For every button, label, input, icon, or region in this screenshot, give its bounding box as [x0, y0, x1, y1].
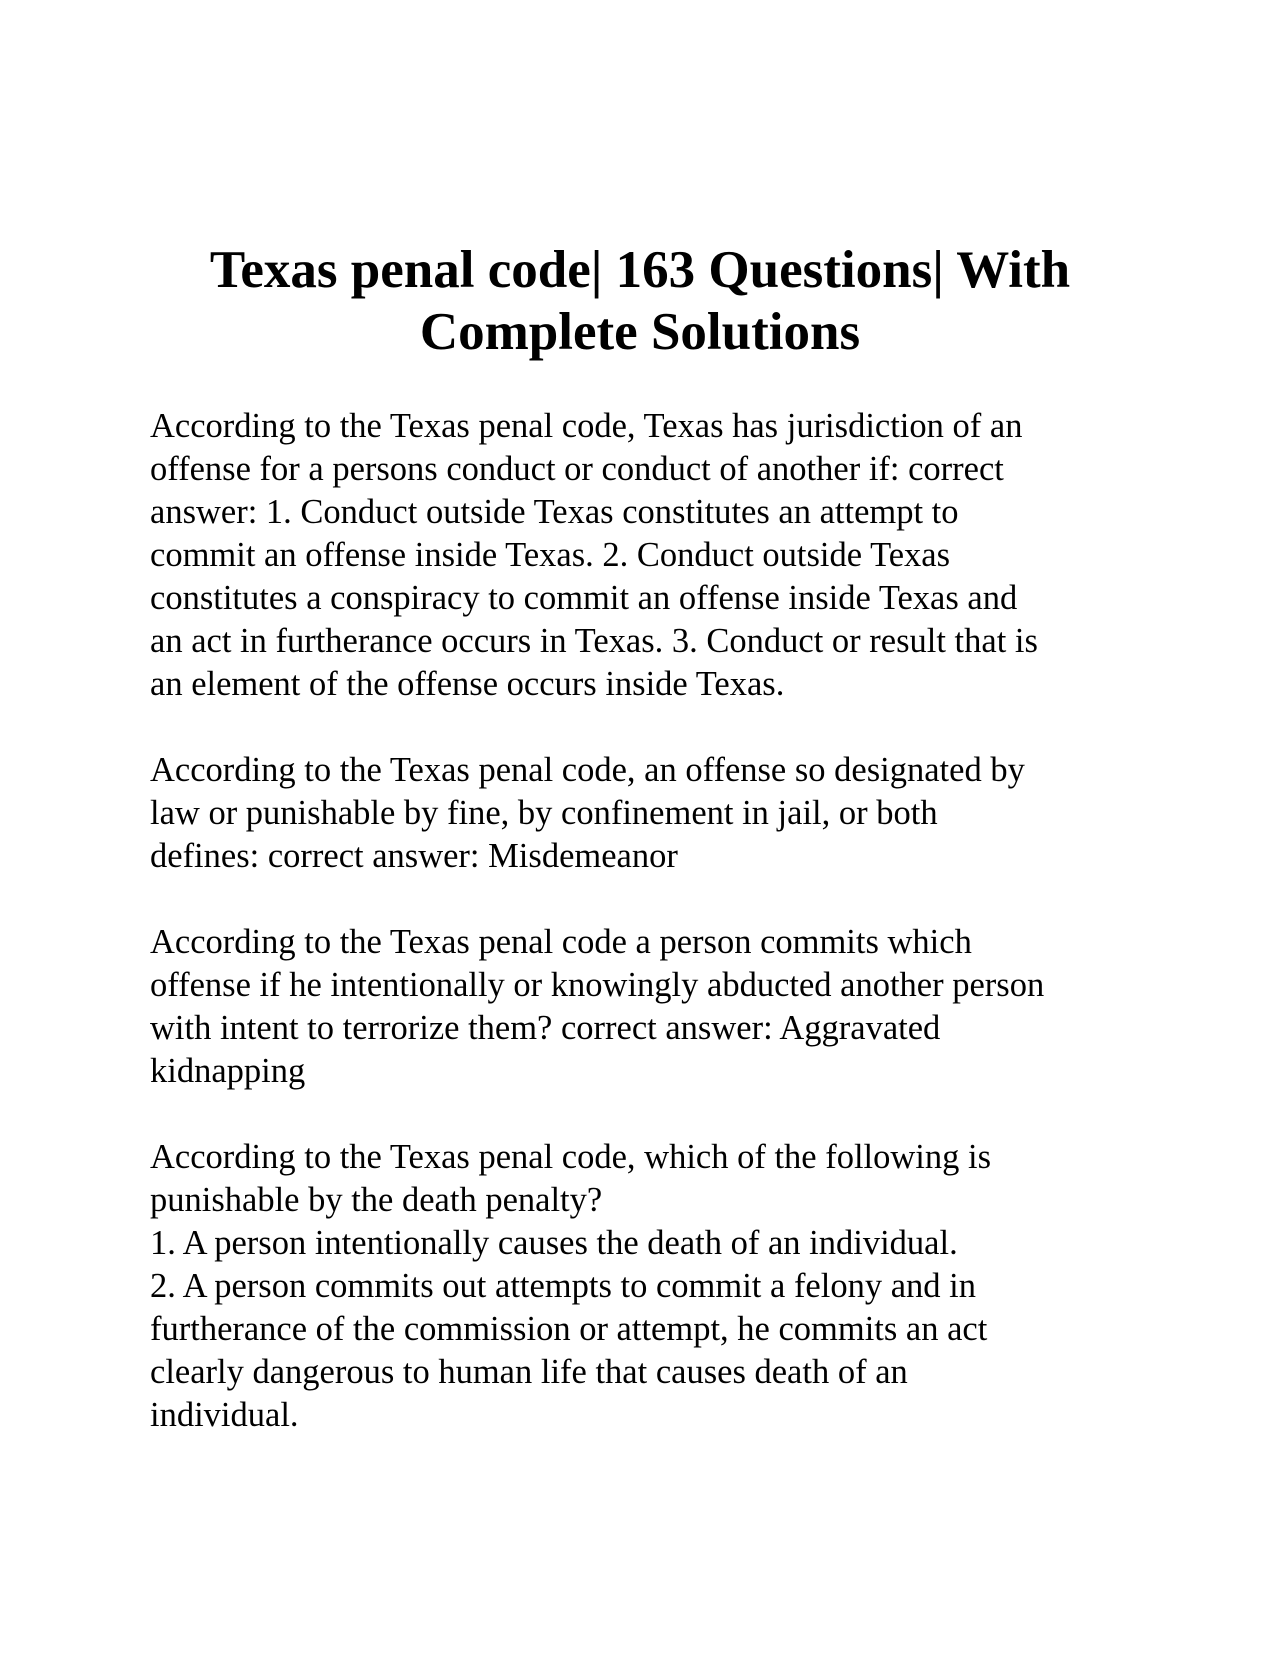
text-line: with intent to terrorize them? correct answer: Aggravated	[150, 1009, 941, 1047]
text-line: constitutes a conspiracy to commit an offense inside Texas and	[150, 579, 1018, 617]
text-line: According to the Texas penal code a person commits which	[150, 923, 972, 961]
title-line: Texas penal code| 163 Questions| With	[209, 241, 1071, 299]
text-line: 1. A person intentionally causes the death of an individual.	[150, 1224, 958, 1262]
text-line: kidnapping	[150, 1052, 306, 1090]
text-line: According to the Texas penal code, an offense so designated by	[150, 751, 1025, 789]
text-line: an act in furtherance occurs in Texas. 3. Conduct or result that is	[150, 622, 1038, 660]
text-line: answer: 1. Conduct outside Texas constitutes an attempt to	[150, 493, 959, 531]
text-line: furtherance of the commission or attempt, he commits an act	[150, 1310, 988, 1348]
document-title	[150, 239, 1130, 363]
qa-block-death-penalty	[150, 1136, 1140, 1437]
text-line: offense if he intentionally or knowingly abducted another person	[150, 966, 1045, 1004]
text-line: clearly dangerous to human life that causes death of an	[150, 1353, 908, 1391]
qa-block-misdemeanor	[150, 749, 1140, 878]
text-line: offense for a persons conduct or conduct of another if: correct	[150, 450, 1004, 488]
text-line: law or punishable by fine, by confinement in jail, or both	[150, 794, 938, 832]
text-line: 2. A person commits out attempts to commit a felony and in	[150, 1267, 976, 1305]
qa-block-kidnapping	[150, 921, 1140, 1093]
text-line: According to the Texas penal code, which of the following is	[150, 1138, 992, 1176]
text-line: According to the Texas penal code, Texas has jurisdiction of an	[150, 407, 1023, 445]
document-body	[150, 405, 1140, 1480]
title-line: Complete Solutions	[419, 303, 861, 361]
text-line: an element of the offense occurs inside Texas.	[150, 665, 785, 703]
text-line: defines: correct answer: Misdemeanor	[150, 837, 678, 875]
qa-block-jurisdiction	[150, 405, 1140, 706]
text-line: punishable by the death penalty?	[150, 1181, 603, 1219]
text-line: commit an offense inside Texas. 2. Conduct outside Texas	[150, 536, 951, 574]
text-line: individual.	[150, 1396, 299, 1434]
